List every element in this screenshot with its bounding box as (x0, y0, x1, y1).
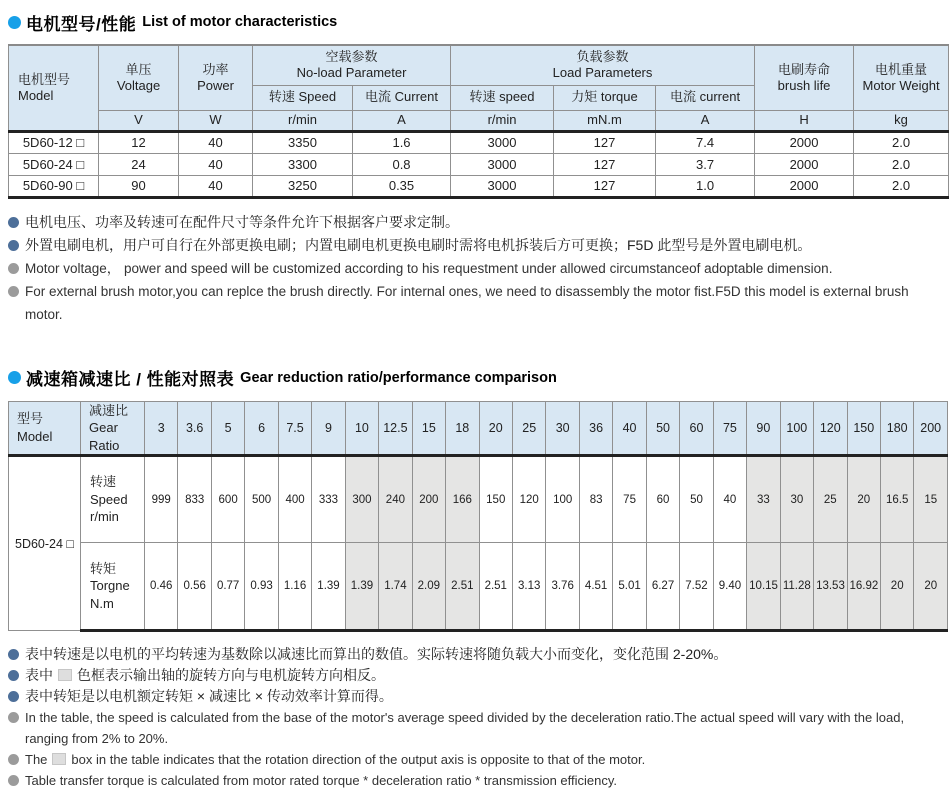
section-bullet-icon (8, 16, 21, 29)
torque-value-cell: 2.51 (479, 543, 512, 631)
gear-ratio-header-cell: 150 (847, 401, 880, 456)
reverse-rotation-box-icon (58, 669, 72, 681)
motor-header-row-groups (9, 45, 949, 85)
speed-value-cell: 999 (145, 456, 178, 543)
col-header-voltage: 单压 Voltage (99, 45, 179, 110)
torque-value-cell: 5.01 (613, 543, 646, 631)
speed-value-cell: 30 (780, 456, 813, 543)
gear-ratio-header-cell: 6 (245, 401, 278, 456)
col-header-load-speed: 转速 speed (451, 85, 554, 110)
section1-title (8, 10, 948, 34)
value-cell: 1.0 (656, 175, 755, 197)
note-item (8, 644, 948, 665)
value-cell: 3250 (253, 175, 353, 197)
torque-value-cell: 10.15 (747, 543, 780, 631)
speed-value-cell: 20 (847, 456, 880, 543)
motor-header-row-units (9, 110, 949, 131)
gear-ratio-header-cell: 200 (914, 401, 948, 456)
gear-ratio-header-cell: 9 (312, 401, 345, 456)
gear-ratio-header-cell: 20 (479, 401, 512, 456)
value-cell: 12 (99, 131, 179, 153)
gear-ratio-header-cell: 7.5 (278, 401, 311, 456)
gear-ratio-header-cell: 60 (680, 401, 713, 456)
col-header-model-zh: 电机型号 (18, 71, 71, 87)
value-cell: 2.0 (854, 153, 949, 175)
speed-value-cell: 15 (914, 456, 948, 543)
unit-brush-life: H (755, 110, 854, 131)
col-header-model-en: Model (18, 87, 54, 103)
torque-value-cell: 20 (914, 543, 948, 631)
torque-value-cell: 20 (880, 543, 913, 631)
gear-ratio-header-cell: 25 (512, 401, 545, 456)
note-text: The box in the table indicates that the rotation direction of the output axis is opposite to that of the motor. (25, 752, 646, 768)
col-group-noload: 空载参数 No-load Parameter (253, 45, 451, 85)
gear-ratio-header-cell: 18 (446, 401, 479, 456)
motor-table-body (9, 131, 949, 197)
unit-load-current: A (656, 110, 755, 131)
note-item (8, 770, 948, 791)
note-item (8, 686, 948, 707)
note-text: 电机电压、功率及转速可在配件尺寸等条件允许下根据客户要求定制。 (25, 213, 459, 230)
gear-ratio-header-cell: 90 (747, 401, 780, 456)
torque-value-cell: 0.77 (211, 543, 244, 631)
speed-value-cell: 25 (814, 456, 847, 543)
torque-value-cell: 6.27 (646, 543, 679, 631)
value-cell: 3000 (451, 153, 554, 175)
value-cell: 7.4 (656, 131, 755, 153)
gear-ratio-table (8, 401, 948, 633)
unit-power: W (179, 110, 253, 131)
motor-notes (8, 211, 948, 326)
note-text: 表中转速是以电机的平均转速为基数除以减速比而算出的数值。实际转速将随负载大小而变化，变化范围 2-20%。 (25, 646, 728, 663)
torque-value-cell: 11.28 (780, 543, 813, 631)
speed-value-cell: 333 (312, 456, 345, 543)
note-bullet-icon (8, 775, 19, 786)
torque-value-cell: 0.93 (245, 543, 278, 631)
note-bullet-icon (8, 712, 19, 723)
value-cell: 2000 (755, 131, 854, 153)
torque-value-cell: 2.51 (446, 543, 479, 631)
speed-value-cell: 120 (512, 456, 545, 543)
gear-ratio-header-cell: 120 (814, 401, 847, 456)
unit-load-torque: mN.m (554, 110, 656, 131)
torque-label-cell: 转矩 Torgne N.m (81, 543, 145, 631)
col-header-load-torque: 力矩 torque (554, 85, 656, 110)
gear-ratio-header-cell: 50 (646, 401, 679, 456)
speed-value-cell: 60 (646, 456, 679, 543)
value-cell: 0.35 (353, 175, 451, 197)
gear-ratio-header-cell: 75 (713, 401, 746, 456)
value-cell: 2000 (755, 175, 854, 197)
unit-voltage: V (99, 110, 179, 131)
section2-title-en: Gear reduction ratio/performance comparison (240, 369, 557, 386)
value-cell: 3350 (253, 131, 353, 153)
torque-value-cell: 16.92 (847, 543, 880, 631)
note-bullet-icon (8, 263, 19, 274)
col-header-gear-model: 型号 Model (9, 401, 81, 456)
col-header-noload-speed: 转速 Speed (253, 85, 353, 110)
col-header-power: 功率 Power (179, 45, 253, 110)
gear-ratio-header-cell: 12.5 (379, 401, 412, 456)
value-cell: 2000 (755, 153, 854, 175)
gear-ratio-header-cell: 5 (211, 401, 244, 456)
value-cell: 40 (179, 153, 253, 175)
model-cell: 5D60-12 □ (9, 131, 99, 153)
speed-value-cell: 240 (379, 456, 412, 543)
speed-value-cell: 833 (178, 456, 211, 543)
gear-ratio-header-cell: 40 (613, 401, 646, 456)
unit-noload-current: A (353, 110, 451, 131)
col-header-gear-ratio: 减速比 Gear Ratio (81, 401, 145, 456)
note-item (8, 749, 948, 770)
note-text: In the table, the speed is calculated from the base of the motor's average speed divided by the deceleration ratio.The actual speed will vary with the load, ranging from 2% to 20%. (25, 710, 905, 747)
torque-value-cell: 13.53 (814, 543, 847, 631)
col-header-noload-current: 电流 Current (353, 85, 451, 110)
section-bullet-icon (8, 371, 21, 384)
value-cell: 1.6 (353, 131, 451, 153)
reverse-rotation-box-icon (52, 753, 66, 765)
gear-notes (8, 644, 948, 791)
note-item (8, 707, 948, 749)
torque-value-cell: 7.52 (680, 543, 713, 631)
torque-value-cell: 3.13 (512, 543, 545, 631)
note-bullet-icon (8, 649, 19, 660)
value-cell: 40 (179, 175, 253, 197)
gear-ratio-header-cell: 10 (345, 401, 378, 456)
speed-value-cell: 600 (211, 456, 244, 543)
gear-ratio-header-cell: 3 (145, 401, 178, 456)
note-text: 表中 色框表示输出轴的旋转方向与电机旋转方向相反。 (25, 667, 385, 684)
speed-label-cell: 转速 Speed r/min (81, 456, 145, 543)
motor-table-row (9, 175, 949, 197)
value-cell: 3300 (253, 153, 353, 175)
gear-ratio-header-cell: 100 (780, 401, 813, 456)
motor-table-row (9, 153, 949, 175)
unit-load-speed: r/min (451, 110, 554, 131)
speed-value-cell: 150 (479, 456, 512, 543)
note-bullet-icon (8, 240, 19, 251)
motor-characteristics-table (8, 44, 949, 199)
note-item (8, 234, 948, 257)
col-header-model (9, 45, 99, 131)
note-bullet-icon (8, 754, 19, 765)
unit-noload-speed: r/min (253, 110, 353, 131)
speed-value-cell: 400 (278, 456, 311, 543)
note-bullet-icon (8, 286, 19, 297)
gear-ratio-header-cell: 15 (412, 401, 445, 456)
unit-weight: kg (854, 110, 949, 131)
motor-table-row (9, 131, 949, 153)
value-cell: 0.8 (353, 153, 451, 175)
value-cell: 24 (99, 153, 179, 175)
gear-speed-row (9, 456, 948, 543)
value-cell: 2.0 (854, 131, 949, 153)
value-cell: 3.7 (656, 153, 755, 175)
torque-value-cell: 9.40 (713, 543, 746, 631)
torque-value-cell: 1.39 (345, 543, 378, 631)
note-item (8, 280, 948, 326)
section1-title-zh: 电机型号/性能 (26, 14, 137, 34)
gear-header-row (9, 401, 948, 456)
speed-value-cell: 300 (345, 456, 378, 543)
note-bullet-icon (8, 670, 19, 681)
note-text: 表中转矩是以电机额定转矩 × 减速比 × 传动效率计算而得。 (25, 688, 393, 705)
gear-ratio-header-cell: 180 (880, 401, 913, 456)
section1-title-en: List of motor characteristics (142, 14, 338, 30)
torque-value-cell: 1.39 (312, 543, 345, 631)
col-header-load-current: 电流 current (656, 85, 755, 110)
value-cell: 127 (554, 175, 656, 197)
speed-value-cell: 33 (747, 456, 780, 543)
note-item (8, 257, 948, 280)
value-cell: 127 (554, 131, 656, 153)
value-cell: 3000 (451, 131, 554, 153)
speed-value-cell: 40 (713, 456, 746, 543)
model-cell: 5D60-24 □ (9, 153, 99, 175)
note-bullet-icon (8, 691, 19, 702)
model-cell: 5D60-90 □ (9, 175, 99, 197)
speed-value-cell: 50 (680, 456, 713, 543)
note-item (8, 211, 948, 234)
torque-value-cell: 0.46 (145, 543, 178, 631)
value-cell: 3000 (451, 175, 554, 197)
value-cell: 40 (179, 131, 253, 153)
torque-value-cell: 0.56 (178, 543, 211, 631)
torque-value-cell: 1.74 (379, 543, 412, 631)
gear-ratio-header-cell: 36 (579, 401, 612, 456)
torque-value-cell: 3.76 (546, 543, 579, 631)
section2-title (8, 366, 948, 390)
value-cell: 2.0 (854, 175, 949, 197)
gear-ratio-header-cell: 3.6 (178, 401, 211, 456)
torque-value-cell: 2.09 (412, 543, 445, 631)
note-text: Table transfer torque is calculated from motor rated torque * deceleration ratio * transmission efficiency. (25, 773, 618, 789)
gear-ratio-header-cell: 30 (546, 401, 579, 456)
col-group-load: 负载参数 Load Parameters (451, 45, 755, 85)
note-bullet-icon (8, 217, 19, 228)
speed-value-cell: 500 (245, 456, 278, 543)
value-cell: 90 (99, 175, 179, 197)
note-text: For external brush motor,you can replce the brush directly. For internal ones, we need to disassembly the motor fist.F5D this model is external brush motor. (25, 283, 909, 322)
note-text: Motor voltage， power and speed will be customized according to his requestment under allowed circumstanceof adoptable dimension. (25, 260, 833, 276)
section2-title-zh: 减速箱减速比 / 性能对照表 (26, 370, 235, 389)
note-text: 外置电刷电机，用户可自行在外部更换电刷；内置电刷电机更换电刷时需将电机拆装后方可更换；F5D 此型号是外置电刷电机。 (25, 236, 812, 253)
gear-torque-row (9, 543, 948, 631)
torque-value-cell: 1.16 (278, 543, 311, 631)
speed-value-cell: 75 (613, 456, 646, 543)
gear-model-cell: 5D60-24 □ (9, 456, 81, 631)
note-item (8, 665, 948, 686)
speed-value-cell: 16.5 (880, 456, 913, 543)
value-cell: 127 (554, 153, 656, 175)
speed-value-cell: 83 (579, 456, 612, 543)
torque-value-cell: 4.51 (579, 543, 612, 631)
speed-value-cell: 166 (446, 456, 479, 543)
speed-value-cell: 100 (546, 456, 579, 543)
speed-value-cell: 200 (412, 456, 445, 543)
col-header-weight: 电机重量 Motor Weight (854, 45, 949, 110)
col-header-brush-life: 电刷寿命 brush life (755, 45, 854, 110)
